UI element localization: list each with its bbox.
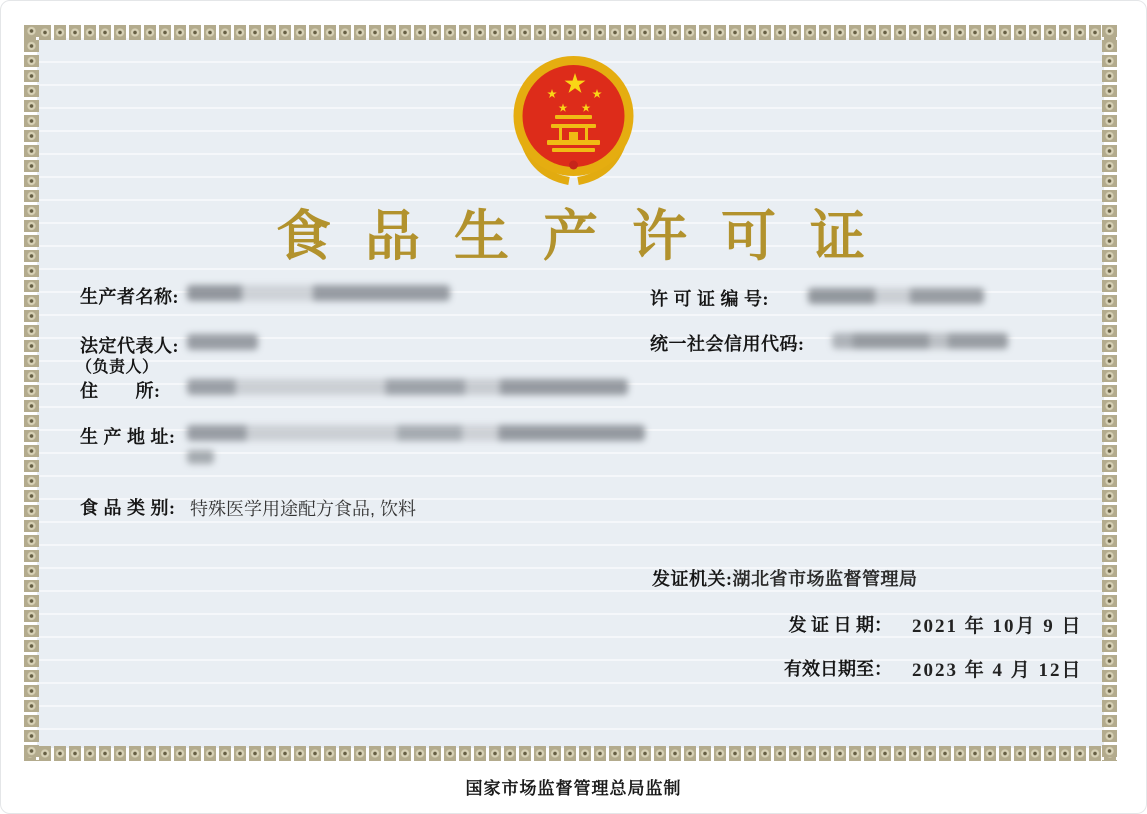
residence-redacted-value xyxy=(187,379,628,395)
production-address-redacted-value-line1 xyxy=(187,425,645,441)
producer-name-redacted-value xyxy=(187,285,450,301)
ornamental-border-top xyxy=(24,25,1117,40)
credit-code-redacted-value xyxy=(832,333,1008,349)
issue-date-value: 2021 年 10月 9 日 xyxy=(912,616,1083,637)
expiry-date-label: 有效日期至： xyxy=(784,659,892,679)
producer-name-label: 生产者名称: xyxy=(80,287,179,307)
residence-label: 住 所: xyxy=(80,381,161,401)
legal-representative-redacted-value xyxy=(187,334,258,350)
legal-representative-label: 法定代表人: xyxy=(80,336,179,356)
issuing-authority-row xyxy=(652,565,918,591)
credit-code-label: 统一社会信用代码: xyxy=(650,334,805,354)
ornamental-border-right xyxy=(1102,25,1117,761)
food-category-label: 食 品 类 别: xyxy=(80,498,176,518)
emblem-svg xyxy=(511,56,636,188)
ornamental-border-left xyxy=(24,25,39,761)
expiry-date-value: 2023 年 4 月 12日 xyxy=(912,660,1083,681)
certificate-title: 食品生产许可证 xyxy=(275,206,899,267)
supervising-authority-footer: 国家市场监督管理总局监制 xyxy=(465,779,682,798)
issue-date-label: 发 证 日 期： xyxy=(788,615,892,635)
ornamental-border-bottom xyxy=(24,746,1117,761)
person-in-charge-label: （负责人） xyxy=(76,359,159,376)
production-address-label: 生 产 地 址: xyxy=(80,427,176,447)
production-address-redacted-value-line2 xyxy=(187,450,214,464)
issuing-authority-label: 发证机关: xyxy=(652,569,733,589)
issuing-authority-value: 湖北省市场监督管理局 xyxy=(732,569,918,589)
license-number-label: 许 可 证 编 号: xyxy=(650,289,769,309)
license-number-redacted-value xyxy=(808,288,984,304)
food-category-value: 特殊医学用途配方食品, 饮料 xyxy=(190,499,417,519)
china-national-emblem-icon xyxy=(511,56,636,188)
